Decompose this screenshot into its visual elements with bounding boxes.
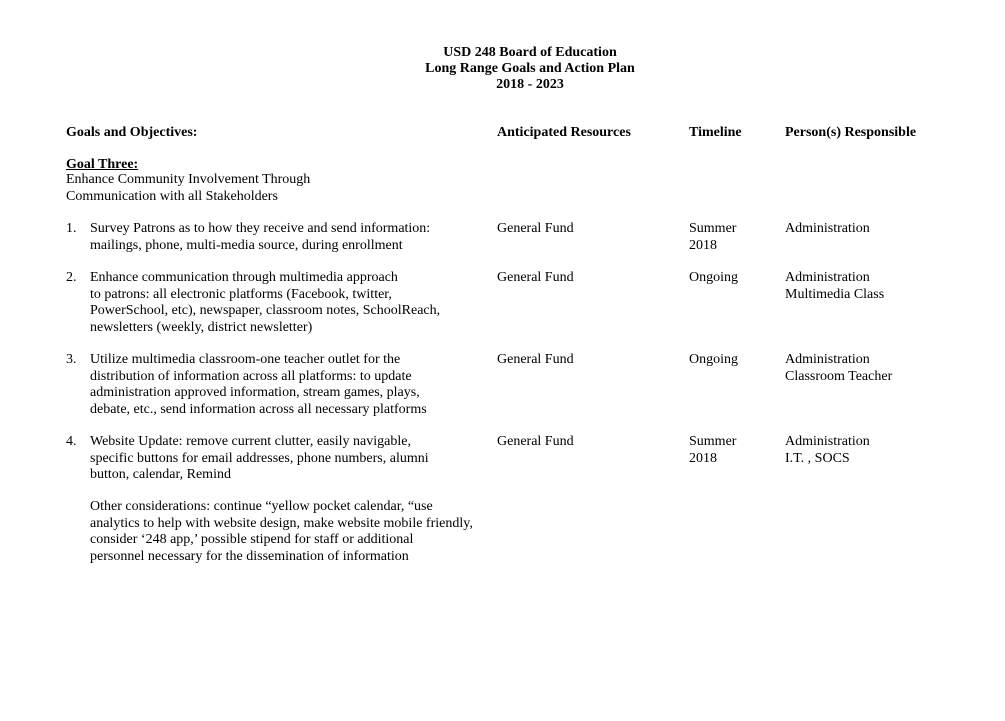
timeline-line: Summer <box>689 221 737 236</box>
responsible-line: Multimedia Class <box>785 286 885 302</box>
other-considerations-line: Other considerations: continue “yellow pocket calendar, “use <box>90 499 433 514</box>
objective-timeline <box>689 434 769 467</box>
objective-text-line: Survey Patrons as to how they receive and send information: <box>90 221 431 236</box>
responsible-line: Administration <box>785 352 870 367</box>
other-considerations <box>90 499 530 565</box>
goal-description-line: Enhance Community Involvement Through <box>66 172 311 187</box>
objective-resource: General Fund <box>497 221 574 236</box>
goal-description-line: Communication with all Stakeholders <box>66 188 278 204</box>
responsible-line: Administration <box>785 434 870 449</box>
objective-text-line: Enhance communication through multimedia approach <box>90 270 398 285</box>
header-goals-objectives: Goals and Objectives: <box>66 125 198 140</box>
title-line-2: Long Range Goals and Action Plan <box>425 61 635 76</box>
objective-text-line: button, calendar, Remind <box>90 467 231 482</box>
objective-text-line: administration approved information, stream games, plays, <box>90 385 420 400</box>
objective-text-line: newsletters (weekly, district newsletter) <box>90 319 313 335</box>
objective-responsible <box>785 221 985 238</box>
timeline-line: Summer <box>689 434 737 449</box>
objective-text <box>90 352 485 418</box>
objective-text-line: Website Update: remove current clutter, easily navigable, <box>90 434 411 449</box>
objective-text-line: distribution of information across all platforms: to update <box>90 368 412 384</box>
responsible-line: Classroom Teacher <box>785 368 893 384</box>
timeline-line: Ongoing <box>689 352 738 367</box>
objective-resource: General Fund <box>497 434 574 449</box>
objective-resource: General Fund <box>497 352 574 367</box>
other-considerations-line: personnel necessary for the dissemination of information <box>90 548 409 564</box>
objective-responsible <box>785 270 985 303</box>
timeline-line: 2018 <box>689 450 717 466</box>
title-line-1: USD 248 Board of Education <box>443 45 617 60</box>
objective-text-line: to patrons: all electronic platforms (Facebook, twitter, <box>90 286 392 302</box>
header-timeline: Timeline <box>689 125 742 140</box>
goal-heading: Goal Three: <box>66 157 139 172</box>
objective-number: 1. <box>66 221 77 236</box>
objective-resource: General Fund <box>497 270 574 285</box>
page-title <box>0 45 1005 93</box>
objective-text-line: specific buttons for email addresses, phone numbers, alumni <box>90 450 429 466</box>
objective-timeline <box>689 352 769 369</box>
goal-description <box>66 172 366 205</box>
objective-text <box>90 434 485 484</box>
objective-responsible <box>785 352 985 385</box>
objective-text-line: debate, etc., send information across all necessary platforms <box>90 401 427 417</box>
objective-text <box>90 270 485 336</box>
responsible-line: I.T. , SOCS <box>785 450 850 466</box>
header-persons-responsible: Person(s) Responsible <box>785 125 917 140</box>
objective-text <box>90 221 485 254</box>
objective-text-line: mailings, phone, multi-media source, during enrollment <box>90 237 403 253</box>
objective-text-line: Utilize multimedia classroom-one teacher outlet for the <box>90 352 401 367</box>
objective-text-line: PowerSchool, etc), newspaper, classroom notes, SchoolReach, <box>90 303 441 318</box>
title-line-3: 2018 - 2023 <box>496 77 564 92</box>
objective-timeline <box>689 221 769 254</box>
timeline-line: 2018 <box>689 237 717 253</box>
other-considerations-line: consider ‘248 app,’ possible stipend for staff or additional <box>90 532 414 547</box>
objective-responsible <box>785 434 985 467</box>
objective-timeline <box>689 270 769 287</box>
responsible-line: Administration <box>785 270 870 285</box>
objective-number: 3. <box>66 352 77 367</box>
header-anticipated-resources: Anticipated Resources <box>497 125 631 140</box>
objective-number: 4. <box>66 434 77 449</box>
timeline-line: Ongoing <box>689 270 738 285</box>
other-considerations-line: analytics to help with website design, make website mobile friendly, <box>90 515 473 531</box>
objective-number: 2. <box>66 270 77 285</box>
responsible-line: Administration <box>785 221 870 236</box>
